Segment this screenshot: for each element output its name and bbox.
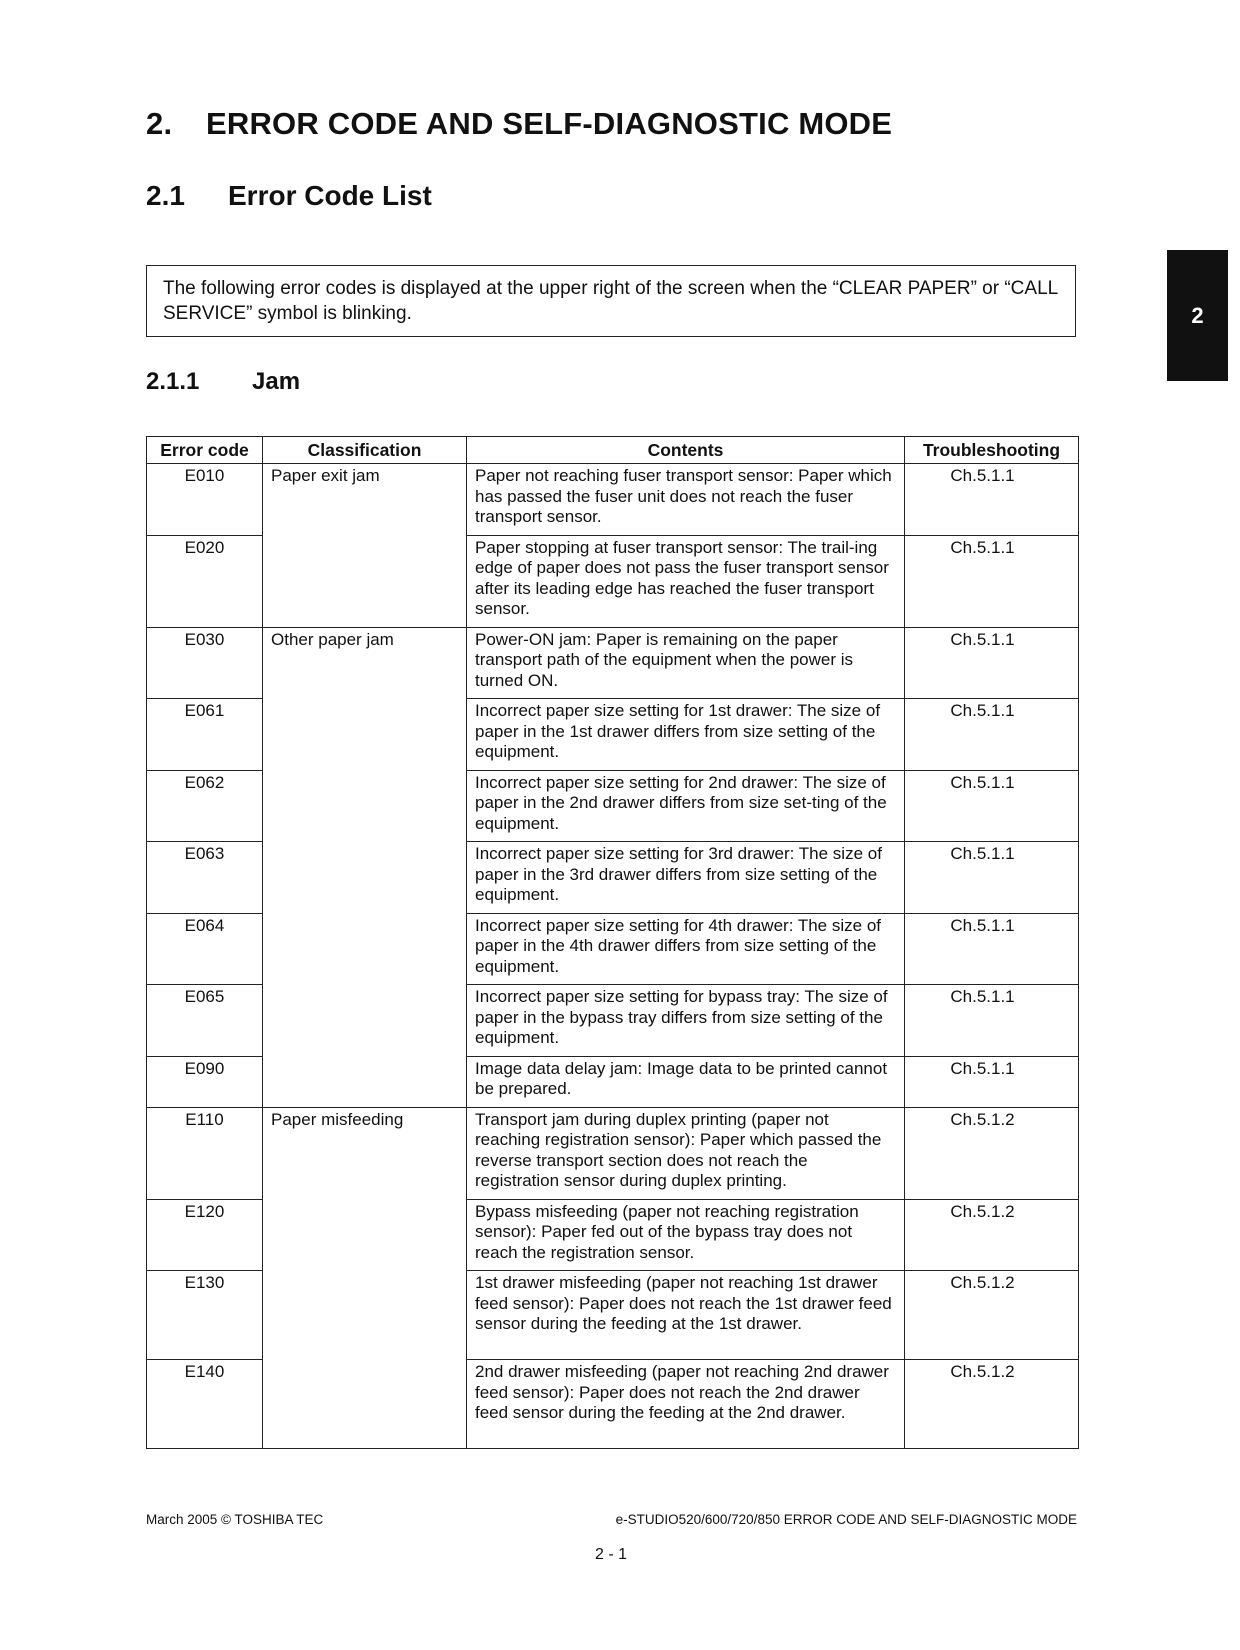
subsection-title: Jam bbox=[252, 368, 301, 395]
chapter-side-tab-label: 2 bbox=[1191, 302, 1204, 328]
troubleshooting-cell: Ch.5.1.1 bbox=[905, 535, 1079, 627]
subsection-heading bbox=[146, 368, 300, 396]
footer-document-title: e-STUDIO520/600/720/850 ERROR CODE AND SELF-DIAGNOSTIC MODE bbox=[615, 1512, 1077, 1527]
troubleshooting-cell: Ch.5.1.1 bbox=[905, 913, 1079, 985]
section-title: Error Code List bbox=[228, 180, 432, 211]
chapter-side-tab bbox=[1167, 250, 1228, 381]
troubleshooting-cell: Ch.5.1.1 bbox=[905, 464, 1079, 536]
contents-cell: Image data delay jam: Image data to be printed cannot be prepared. bbox=[467, 1056, 905, 1107]
note-box bbox=[146, 265, 1076, 337]
contents-cell: Paper not reaching fuser transport sensor: Paper which has passed the fuser unit does not reach the fuser transport sensor. bbox=[467, 464, 905, 536]
section-heading bbox=[146, 180, 432, 212]
troubleshooting-cell: Ch.5.1.1 bbox=[905, 985, 1079, 1057]
header-contents: Contents bbox=[467, 437, 905, 464]
note-text: The following error codes is displayed at the upper right of the screen when the “CLEAR PAPER” or “CALL SERVICE” symbol is blinking. bbox=[163, 278, 1058, 324]
contents-cell: Transport jam during duplex printing (paper not reaching registration sensor): Paper which passed the reverse transport section does not reach the registration sensor during duplex printing. bbox=[467, 1107, 905, 1199]
header-troubleshooting: Troubleshooting bbox=[905, 437, 1079, 464]
error-code-cell: E010 bbox=[147, 464, 263, 536]
contents-cell: 1st drawer misfeeding (paper not reaching 1st drawer feed sensor): Paper does not reach the 1st drawer feed sensor during the feeding at the 1st drawer. bbox=[467, 1271, 905, 1360]
troubleshooting-cell: Ch.5.1.2 bbox=[905, 1107, 1079, 1199]
table-header-row bbox=[147, 437, 1079, 464]
error-code-cell: E090 bbox=[147, 1056, 263, 1107]
footer-date-copyright: March 2005 © TOSHIBA TEC bbox=[146, 1512, 324, 1527]
chapter-title: ERROR CODE AND SELF-DIAGNOSTIC MODE bbox=[206, 106, 893, 141]
troubleshooting-cell: Ch.5.1.2 bbox=[905, 1360, 1079, 1449]
error-code-cell: E110 bbox=[147, 1107, 263, 1199]
error-code-cell: E063 bbox=[147, 842, 263, 914]
error-code-cell: E020 bbox=[147, 535, 263, 627]
contents-cell: Bypass misfeeding (paper not reaching registration sensor): Paper fed out of the bypass tray does not reach the registration sensor. bbox=[467, 1199, 905, 1271]
contents-cell: Incorrect paper size setting for 3rd drawer: The size of paper in the 3rd drawer differs from size setting of the equipment. bbox=[467, 842, 905, 914]
error-code-cell: E140 bbox=[147, 1360, 263, 1449]
error-code-cell: E062 bbox=[147, 770, 263, 842]
troubleshooting-cell: Ch.5.1.2 bbox=[905, 1271, 1079, 1360]
chapter-heading bbox=[146, 106, 892, 142]
section-number: 2.1 bbox=[146, 180, 185, 211]
troubleshooting-cell: Ch.5.1.2 bbox=[905, 1199, 1079, 1271]
contents-cell: Incorrect paper size setting for 2nd drawer: The size of paper in the 2nd drawer differs from size set-ting of the equipment. bbox=[467, 770, 905, 842]
troubleshooting-cell: Ch.5.1.1 bbox=[905, 699, 1079, 771]
contents-cell: Power-ON jam: Paper is remaining on the paper transport path of the equipment when the power is turned ON. bbox=[467, 627, 905, 699]
classification-cell: Paper misfeeding bbox=[263, 1107, 467, 1449]
contents-cell: 2nd drawer misfeeding (paper not reaching 2nd drawer feed sensor): Paper does not reach the 2nd drawer feed sensor during the feeding at the 2nd drawer. bbox=[467, 1360, 905, 1449]
troubleshooting-cell: Ch.5.1.1 bbox=[905, 770, 1079, 842]
contents-cell: Incorrect paper size setting for 4th drawer: The size of paper in the 4th drawer differs from size setting of the equipment. bbox=[467, 913, 905, 985]
contents-cell: Incorrect paper size setting for 1st drawer: The size of paper in the 1st drawer differs from size setting of the equipment. bbox=[467, 699, 905, 771]
error-code-cell: E130 bbox=[147, 1271, 263, 1360]
contents-cell: Paper stopping at fuser transport sensor: The trail-ing edge of paper does not pass the fuser transport sensor after its leading edge has reached the fuser transport sensor. bbox=[467, 535, 905, 627]
error-code-table bbox=[146, 436, 1079, 1449]
classification-cell: Other paper jam bbox=[263, 627, 467, 1107]
header-error-code: Error code bbox=[147, 437, 263, 464]
table-row bbox=[147, 464, 1079, 536]
chapter-number: 2. bbox=[146, 106, 173, 141]
error-code-cell: E064 bbox=[147, 913, 263, 985]
error-code-cell: E061 bbox=[147, 699, 263, 771]
header-classification: Classification bbox=[263, 437, 467, 464]
troubleshooting-cell: Ch.5.1.1 bbox=[905, 627, 1079, 699]
contents-cell: Incorrect paper size setting for bypass tray: The size of paper in the bypass tray differs from size setting of the equipment. bbox=[467, 985, 905, 1057]
error-code-cell: E030 bbox=[147, 627, 263, 699]
table-row bbox=[147, 1107, 1079, 1199]
page-number: 2 - 1 bbox=[594, 1546, 627, 1563]
error-code-cell: E065 bbox=[147, 985, 263, 1057]
classification-cell: Paper exit jam bbox=[263, 464, 467, 628]
error-code-cell: E120 bbox=[147, 1199, 263, 1271]
troubleshooting-cell: Ch.5.1.1 bbox=[905, 1056, 1079, 1107]
table-row bbox=[147, 627, 1079, 699]
troubleshooting-cell: Ch.5.1.1 bbox=[905, 842, 1079, 914]
subsection-number: 2.1.1 bbox=[146, 368, 200, 395]
